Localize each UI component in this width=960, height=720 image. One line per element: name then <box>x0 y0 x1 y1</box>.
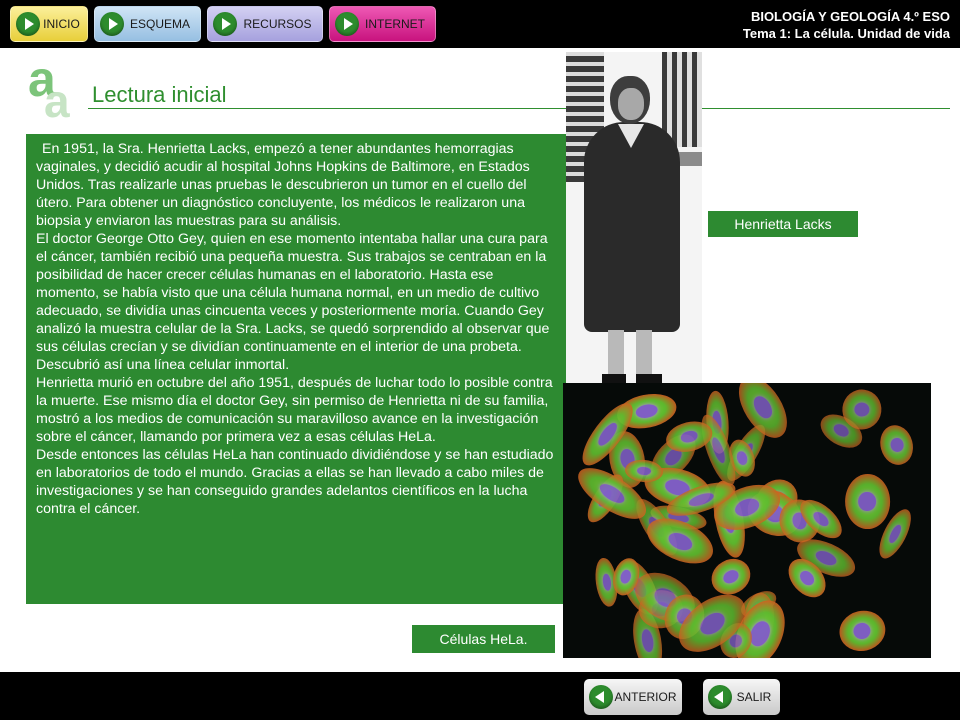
section-logo-icon: a a <box>28 51 70 127</box>
cell-nucleus-shape <box>687 491 715 509</box>
cell-nucleus-shape <box>602 573 613 592</box>
play-icon <box>100 12 124 36</box>
title-divider <box>88 108 950 109</box>
back-arrow-icon <box>708 685 732 709</box>
hela-cells-image <box>563 383 931 658</box>
cell-nucleus-shape <box>751 393 776 422</box>
bottom-navigation-bar <box>0 672 960 720</box>
cell-nucleus-shape <box>854 401 871 417</box>
esquema-label: ESQUEMA <box>129 17 190 31</box>
anterior-label: ANTERIOR <box>614 690 677 704</box>
cell-nucleus-shape <box>814 548 839 568</box>
cell-nucleus-shape <box>640 628 655 653</box>
cell-nucleus-shape <box>733 495 762 519</box>
cell-nucleus-shape <box>597 480 628 507</box>
top-navigation-bar <box>0 0 960 48</box>
internet-button[interactable] <box>329 6 436 42</box>
cell-nucleus-shape <box>811 509 831 529</box>
reading-paragraph: Henrietta murió en octubre del año 1951, después de luchar todo lo posible contra la muerte. Ese mismo día el doctor Gey, sin permiso de Henrietta ni de su familia, mostró a los medios de comunicación su maravilloso avance en la investigación sobre el cáncer, llamando por primera vez a esas células HeLa. <box>36 375 553 445</box>
salir-button[interactable] <box>703 679 780 715</box>
esquema-button[interactable] <box>94 6 201 42</box>
cell-nucleus-shape <box>595 421 620 449</box>
henrietta-caption: Henrietta Lacks <box>707 210 859 238</box>
play-icon <box>335 12 359 36</box>
recursos-label: RECURSOS <box>243 17 312 31</box>
cell-nucleus-shape <box>721 567 741 586</box>
reading-paragraph: El doctor George Otto Gey, quien en ese momento intentaba hallar una cura para el cáncer, también recibió una pequeña muestra. Sus trabajos se centraban en la posibilidad de hacer crecer células humanas en el laboratorio. Hasta ese momento, se había visto que una célula humana normal, en un medio de cultivo adecuado, se dividía unas cincuenta veces y posteriormente moría. Cuando Gey analizó la muestra celular de la Sra. Lacks, se quedó sorprendido al observar que sus células crecían y se dividían continuamente en el interior de una probeta. Descubrió así una línea celular inmortal. <box>36 231 550 373</box>
inicio-label: INICIO <box>43 17 80 31</box>
cell-nucleus-shape <box>887 524 904 545</box>
inicio-button[interactable] <box>10 6 88 42</box>
salir-label: SALIR <box>736 690 772 704</box>
cell-nucleus-shape <box>889 436 905 453</box>
reading-paragraph: En 1951, la Sra. Henrietta Lacks, empezó a tener abundantes hemorragias vaginales, y decidió acudir al hospital Johns Hopkins de Baltimore, en Estados Unidos. Tras realizarle unas pruebas le descubrieron un tumor en el cuello del útero. Para obtener un diagnóstico concluyente, los médicos le realizaron una biopsia y enviaron las muestras para su análisis. <box>36 141 530 229</box>
cell-nucleus-shape <box>666 529 695 553</box>
cell-nucleus-shape <box>852 621 872 640</box>
recursos-button[interactable] <box>207 6 323 42</box>
play-icon <box>16 12 40 36</box>
cell-nucleus-shape <box>696 608 728 638</box>
cell-nucleus-shape <box>710 436 728 465</box>
back-arrow-icon <box>589 685 613 709</box>
internet-label: INTERNET <box>365 17 425 31</box>
cell-nucleus-shape <box>735 450 748 466</box>
course-unit: Tema 1: La célula. Unidad de vida <box>742 26 950 41</box>
cell-nucleus-shape <box>636 466 650 476</box>
cell-nucleus-shape <box>797 569 817 589</box>
reading-paragraph: Desde entonces las células HeLa han continuado dividiéndose y se han estudiado en laboratorios de todo el mundo. Gracias a ellas se han llevado a cabo miles de investigaciones y se han conseguido grandes adelantos científicos en la lucha contra el cáncer. <box>36 447 554 517</box>
play-icon <box>213 12 237 36</box>
course-subject: BIOLOGÍA Y GEOLOGÍA 4.º ESO <box>750 9 950 24</box>
course-title <box>550 8 950 42</box>
cell-nucleus-shape <box>859 491 877 511</box>
reading-text-box <box>26 134 567 604</box>
hela-cell-shape <box>876 422 917 468</box>
anterior-button[interactable] <box>584 679 682 715</box>
section-title: Lectura inicial <box>92 82 227 107</box>
cell-nucleus-shape <box>680 429 699 444</box>
henrietta-lacks-photo <box>566 52 702 394</box>
hela-cell-shape <box>845 474 890 529</box>
hela-caption: Células HeLa. <box>411 624 556 654</box>
cell-nucleus-shape <box>635 403 659 420</box>
cell-nucleus-shape <box>619 568 633 584</box>
hela-cell-shape <box>835 606 889 655</box>
